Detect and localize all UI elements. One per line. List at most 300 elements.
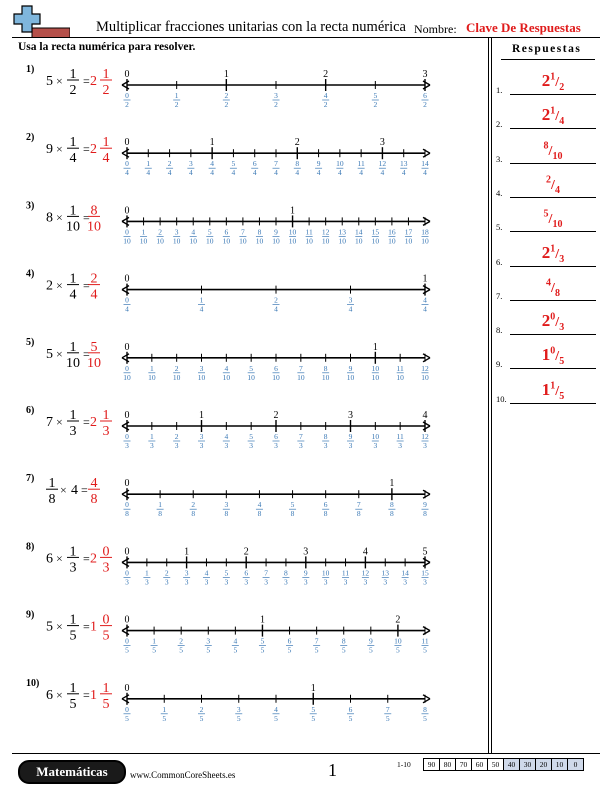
answer-fraction-numerator: 0: [102, 544, 110, 560]
tick-numerator: 8: [295, 159, 300, 169]
unit-fraction-denominator: 4: [69, 151, 77, 167]
answer-slash: /: [555, 349, 560, 365]
answer-slash: /: [555, 109, 560, 125]
answer-fraction-numerator: 0: [102, 612, 110, 628]
answer-number: 2.: [496, 119, 503, 130]
tick-numerator: 15: [421, 568, 429, 578]
whole-number-label: 0: [124, 614, 130, 626]
tick-numerator: 1: [146, 159, 151, 169]
tick-denominator: 3: [373, 441, 378, 450]
tick-numerator: 3: [184, 568, 189, 578]
tick-denominator: 10: [396, 372, 404, 382]
tick-denominator: 5: [260, 645, 265, 655]
times-sign: ×: [56, 687, 63, 702]
tick-denominator: 5: [125, 645, 129, 655]
tick-numerator: 1: [158, 500, 162, 510]
tick-denominator: 10: [123, 236, 131, 246]
answer-denominator: 10: [552, 219, 563, 231]
answer-whole: 1: [541, 345, 551, 365]
tick-numerator: 1: [149, 363, 154, 373]
unit-fraction-numerator: 1: [69, 339, 77, 355]
tick-denominator: 5: [233, 645, 238, 655]
tick-numerator: 3: [199, 432, 204, 441]
times-sign: ×: [56, 74, 63, 88]
tick-numerator: 3: [224, 500, 229, 510]
tick-numerator: 3: [236, 704, 241, 714]
problem: [26, 541, 430, 586]
tick-denominator: 2: [373, 100, 378, 109]
tick-numerator: 0: [125, 227, 129, 237]
multiplier: 9: [46, 142, 53, 158]
tick-numerator: 3: [188, 159, 193, 169]
tick-numerator: 14: [355, 227, 363, 237]
tick-numerator: 9: [348, 363, 353, 373]
tick-numerator: 1: [144, 568, 149, 578]
tick-numerator: 7: [298, 363, 303, 373]
unit-fraction-numerator: 1: [69, 67, 77, 82]
answer-number: 3.: [496, 153, 503, 164]
answer-number: 5.: [496, 222, 503, 233]
tick-denominator: 3: [125, 577, 129, 587]
tick-denominator: 4: [252, 168, 257, 178]
tick-numerator: 10: [336, 159, 344, 169]
tick-numerator: 1: [141, 227, 146, 237]
tick-numerator: 5: [311, 704, 316, 714]
tick-denominator: 10: [421, 372, 429, 382]
tick-numerator: 7: [314, 636, 319, 646]
answer-denominator: 8: [554, 287, 560, 299]
tick-denominator: 3: [323, 577, 328, 587]
tick-numerator: 9: [303, 568, 308, 578]
tick-denominator: 5: [341, 645, 346, 655]
tick-denominator: 8: [323, 509, 328, 519]
answer-slash: /: [555, 383, 560, 399]
tick-numerator: 16: [388, 227, 396, 237]
tick-numerator: 4: [274, 704, 278, 714]
tick-numerator: 0: [125, 159, 129, 169]
unit-fraction-denominator: 2: [69, 83, 77, 98]
tick-denominator: 10: [388, 236, 396, 246]
tick-numerator: 9: [368, 636, 373, 646]
tick-denominator: 4: [380, 168, 385, 178]
unit-fraction-denominator: 10: [66, 219, 80, 235]
times-sign: ×: [60, 483, 67, 498]
tick-numerator: 2: [224, 91, 229, 100]
tick-numerator: 7: [385, 704, 390, 714]
tick-numerator: 13: [381, 568, 390, 578]
tick-numerator: 15: [371, 227, 380, 237]
score-cell: 40: [504, 759, 520, 771]
score-cell: 20: [536, 759, 552, 771]
tick-numerator: 8: [341, 636, 346, 646]
answer-whole: 2: [541, 311, 551, 331]
tick-numerator: 18: [421, 227, 429, 237]
whole-number-label: 4: [362, 546, 368, 558]
answer-number: 6.: [496, 256, 503, 267]
tick-denominator: 10: [355, 236, 363, 246]
multiplier: 4: [71, 483, 78, 499]
problem-number: 5): [26, 336, 35, 348]
whole-number-label: 2: [273, 410, 279, 421]
tick-numerator: 0: [125, 704, 129, 714]
tick-denominator: 5: [274, 713, 278, 723]
problem: [26, 337, 430, 382]
equals-sign: =: [83, 687, 90, 702]
tick-denominator: 3: [423, 577, 427, 587]
score-cell: 10: [552, 759, 568, 771]
whole-number-label: 1: [223, 69, 229, 80]
answer-slash: /: [555, 246, 560, 262]
answer-numerator: 1: [550, 71, 556, 83]
whole-number-label: 2: [395, 614, 401, 626]
answer-slash: /: [548, 212, 553, 228]
answer-whole: 2: [90, 415, 97, 430]
tick-numerator: 5: [290, 500, 295, 510]
tick-denominator: 4: [274, 168, 278, 178]
tick-numerator: 4: [257, 500, 262, 510]
tick-denominator: 5: [152, 645, 156, 655]
tick-denominator: 10: [222, 236, 231, 246]
answer-fraction-numerator: 1: [102, 67, 110, 82]
tick-denominator: 5: [179, 645, 184, 655]
whole-number-label: 3: [422, 69, 428, 80]
tick-numerator: 6: [244, 568, 249, 578]
tick-denominator: 3: [423, 441, 427, 450]
tick-numerator: 5: [373, 91, 378, 100]
answer-whole: 2: [541, 71, 551, 90]
tick-denominator: 5: [199, 713, 204, 723]
whole-number-label: 3: [303, 546, 309, 558]
tick-numerator: 0: [125, 432, 129, 441]
tick-numerator: 13: [399, 159, 408, 169]
tick-numerator: 3: [199, 363, 204, 373]
problem: [26, 473, 430, 518]
equals-sign: =: [83, 619, 90, 634]
tick-denominator: 3: [144, 577, 149, 587]
whole-number-label: 1: [184, 546, 190, 558]
answer-fraction-denominator: 3: [102, 560, 110, 576]
name-label: Nombre:: [414, 22, 457, 36]
answer-fraction-denominator: 10: [87, 355, 101, 371]
answer-whole: 2: [90, 142, 97, 158]
tick-denominator: 10: [297, 372, 305, 382]
tick-numerator: 6: [224, 227, 229, 237]
tick-numerator: 0: [125, 295, 129, 305]
tick-numerator: 4: [224, 363, 229, 373]
tick-numerator: 2: [174, 432, 179, 441]
tick-denominator: 3: [164, 577, 169, 587]
tick-denominator: 10: [222, 372, 231, 382]
tick-numerator: 1: [199, 295, 204, 305]
tick-denominator: 10: [272, 372, 280, 382]
answer-number: 1.: [496, 85, 503, 95]
tick-numerator: 12: [361, 568, 370, 578]
tick-denominator: 5: [314, 645, 319, 655]
answer-denominator: 3: [559, 322, 565, 334]
answer-denominator: 4: [559, 116, 565, 128]
whole-number-label: 5: [422, 546, 428, 558]
tick-numerator: 5: [249, 432, 254, 441]
tick-numerator: 1: [152, 636, 156, 646]
answer-numerator: 4: [546, 277, 552, 289]
tick-numerator: 5: [260, 636, 265, 646]
answer-denominator: 4: [554, 185, 560, 197]
answer-fraction-denominator: 4: [90, 287, 98, 303]
tick-denominator: 10: [189, 236, 197, 246]
tick-denominator: 3: [249, 441, 254, 450]
whole-number-label: 0: [124, 273, 130, 285]
tick-denominator: 5: [236, 713, 241, 723]
answer-slash: /: [548, 143, 553, 159]
tick-numerator: 14: [421, 159, 429, 169]
tick-denominator: 4: [188, 168, 193, 178]
tick-numerator: 12: [421, 432, 429, 441]
page-number: 1: [328, 760, 337, 780]
answer-fraction-numerator: 1: [102, 408, 110, 423]
score-table: [423, 758, 584, 771]
answer-number: 8.: [496, 325, 503, 336]
tick-numerator: 10: [371, 432, 380, 441]
tick-numerator: 0: [125, 636, 129, 646]
footer-rule: [12, 753, 600, 754]
answer-fraction-denominator: 10: [87, 219, 101, 235]
answer-fraction-numerator: 1: [102, 135, 110, 151]
times-sign: ×: [56, 551, 63, 566]
tick-numerator: 3: [206, 636, 211, 646]
answer-whole: 2: [90, 551, 97, 567]
tick-numerator: 11: [341, 568, 350, 578]
tick-numerator: 2: [274, 295, 278, 305]
answer-numerator: 0: [550, 311, 556, 323]
tick-numerator: 3: [274, 91, 278, 100]
problem-number: 7): [26, 473, 35, 485]
whole-number-label: 0: [124, 341, 130, 353]
unit-fraction-numerator: 1: [69, 544, 77, 560]
tick-numerator: 7: [298, 432, 303, 441]
tick-numerator: 2: [191, 500, 196, 510]
tick-denominator: 10: [421, 236, 429, 246]
tick-denominator: 3: [343, 577, 348, 587]
tick-numerator: 8: [284, 568, 288, 578]
unit-fraction-numerator: 1: [69, 680, 77, 696]
tick-numerator: 11: [396, 432, 404, 441]
tick-numerator: 2: [199, 704, 204, 714]
tick-denominator: 4: [348, 304, 353, 314]
tick-denominator: 3: [224, 441, 229, 450]
whole-number-label: 0: [124, 69, 130, 80]
whole-number-label: 2: [294, 137, 300, 149]
whole-number-label: 1: [259, 614, 265, 626]
answer-denominator: 3: [559, 253, 565, 265]
unit-fraction-numerator: 1: [48, 476, 56, 492]
score-range-label: 1-10: [397, 760, 411, 769]
multiplier: 7: [46, 415, 53, 430]
whole-number-label: 1: [290, 205, 296, 217]
tick-denominator: 10: [197, 372, 206, 382]
score-cell: 30: [520, 759, 536, 771]
tick-numerator: 3: [348, 295, 353, 305]
tick-numerator: 5: [231, 159, 236, 169]
multiplier: 5: [46, 346, 53, 362]
unit-fraction-denominator: 5: [69, 628, 77, 644]
whole-number-label: 0: [124, 682, 130, 694]
answer-whole: 1: [90, 619, 97, 635]
tick-numerator: 6: [274, 363, 278, 373]
answer-whole: 2: [541, 242, 551, 262]
instructions: Usa la recta numérica para resolver.: [18, 41, 196, 53]
tick-denominator: 10: [172, 372, 181, 382]
tick-denominator: 2: [274, 100, 278, 109]
answer-fraction-denominator: 4: [102, 151, 110, 167]
problem-number: 1): [26, 64, 35, 75]
tick-numerator: 5: [224, 568, 229, 578]
tick-denominator: 10: [156, 236, 164, 246]
tick-denominator: 5: [287, 645, 292, 655]
tick-denominator: 3: [363, 577, 368, 587]
tick-denominator: 10: [247, 372, 255, 382]
problem-number: 6): [26, 405, 35, 416]
score-cell: 70: [456, 759, 472, 771]
whole-number-label: 1: [199, 410, 204, 421]
tick-denominator: 10: [255, 236, 264, 246]
tick-numerator: 4: [323, 91, 328, 100]
tick-denominator: 4: [337, 168, 342, 178]
whole-number-label: 2: [243, 546, 249, 558]
tick-denominator: 3: [303, 577, 308, 587]
tick-numerator: 0: [125, 568, 129, 578]
tick-denominator: 10: [371, 236, 380, 246]
answer-fraction-numerator: 1: [102, 680, 110, 696]
score-cell: 90: [424, 759, 440, 771]
tick-denominator: 10: [272, 236, 280, 246]
tick-numerator: 0: [125, 500, 129, 510]
problem: [26, 678, 430, 723]
tick-numerator: 2: [158, 227, 162, 237]
tick-numerator: 7: [241, 227, 245, 237]
tick-numerator: 2: [174, 363, 179, 373]
tick-denominator: 5: [423, 645, 427, 655]
equals-sign: =: [81, 483, 88, 498]
unit-fraction-denominator: 8: [48, 492, 56, 508]
tick-numerator: 9: [348, 432, 353, 441]
tick-denominator: 4: [401, 168, 406, 178]
tick-numerator: 10: [288, 227, 297, 237]
tick-denominator: 3: [224, 577, 229, 587]
tick-denominator: 5: [423, 713, 427, 723]
tick-numerator: 4: [423, 295, 427, 305]
answer-number: 10.: [496, 393, 507, 404]
tick-numerator: 8: [323, 432, 328, 441]
whole-number-label: 1: [372, 341, 378, 353]
answer-whole: 2: [541, 105, 551, 125]
unit-fraction-denominator: 4: [69, 287, 77, 303]
tick-denominator: 2: [174, 100, 179, 109]
tick-denominator: 4: [423, 304, 427, 314]
multiplier: 2: [46, 278, 53, 294]
tick-denominator: 8: [356, 509, 361, 519]
tick-numerator: 17: [404, 227, 413, 237]
tick-denominator: 4: [316, 168, 321, 178]
tick-denominator: 4: [210, 168, 215, 178]
tick-denominator: 10: [123, 372, 131, 382]
answer-number: 4.: [496, 187, 503, 198]
tick-numerator: 1: [149, 432, 154, 441]
problem-number: 8): [26, 541, 35, 553]
tick-denominator: 3: [298, 441, 303, 450]
tick-numerator: 11: [396, 363, 404, 373]
tick-denominator: 5: [162, 713, 167, 723]
tick-numerator: 12: [378, 159, 387, 169]
unit-fraction-denominator: 3: [69, 560, 77, 576]
tick-denominator: 4: [359, 168, 364, 178]
tick-numerator: 11: [357, 159, 365, 169]
tick-numerator: 14: [401, 568, 409, 578]
tick-numerator: 6: [287, 636, 292, 646]
tick-denominator: 4: [295, 168, 300, 178]
whole-number-label: 0: [124, 137, 130, 149]
score-cell: 80: [440, 759, 456, 771]
tick-denominator: 3: [274, 441, 278, 450]
answer-whole: 2: [90, 74, 97, 89]
tick-numerator: 13: [338, 227, 346, 237]
tick-numerator: 12: [321, 227, 330, 237]
tick-denominator: 5: [125, 713, 129, 723]
times-sign: ×: [56, 619, 63, 634]
answer-fraction-denominator: 3: [102, 424, 110, 439]
name-value: Clave De Respuestas: [466, 20, 581, 35]
tick-numerator: 2: [179, 636, 184, 646]
problem-number: 10): [26, 677, 40, 689]
whole-number-label: 1: [422, 273, 428, 285]
whole-number-label: 1: [209, 137, 215, 149]
answer-numerator: 8: [543, 140, 549, 152]
unit-fraction-numerator: 1: [69, 408, 77, 423]
tick-denominator: 8: [158, 509, 162, 519]
answer-fraction-numerator: 5: [90, 339, 98, 355]
answer-number: 7.: [496, 290, 503, 301]
tick-numerator: 9: [274, 227, 278, 237]
whole-number-label: 1: [389, 478, 395, 490]
answer-number: 9.: [496, 359, 503, 370]
tick-denominator: 10: [371, 372, 380, 382]
equals-sign: =: [83, 210, 90, 225]
tick-denominator: 8: [125, 509, 129, 519]
unit-fraction-denominator: 10: [66, 355, 80, 371]
multiplier: 6: [46, 687, 53, 703]
answer-numerator: 1: [550, 380, 556, 392]
whole-number-label: 0: [124, 478, 130, 490]
tick-denominator: 4: [125, 168, 129, 178]
tick-denominator: 10: [288, 236, 297, 246]
tick-numerator: 6: [274, 432, 278, 441]
tick-denominator: 4: [167, 168, 172, 178]
tick-numerator: 9: [423, 500, 427, 510]
tick-denominator: 10: [305, 236, 313, 246]
website-link[interactable]: www.CommonCoreSheets.es: [130, 770, 236, 780]
tick-numerator: 6: [348, 704, 353, 714]
tick-denominator: 4: [231, 168, 236, 178]
tick-numerator: 7: [264, 568, 268, 578]
answer-fraction-denominator: 2: [102, 83, 110, 98]
tick-denominator: 5: [368, 645, 373, 655]
tick-denominator: 10: [338, 236, 346, 246]
tick-numerator: 5: [207, 227, 212, 237]
equals-sign: =: [83, 346, 90, 361]
multiplier: 5: [46, 619, 53, 635]
tick-denominator: 3: [383, 577, 388, 587]
unit-fraction-numerator: 1: [69, 135, 77, 151]
tick-numerator: 9: [316, 159, 321, 169]
